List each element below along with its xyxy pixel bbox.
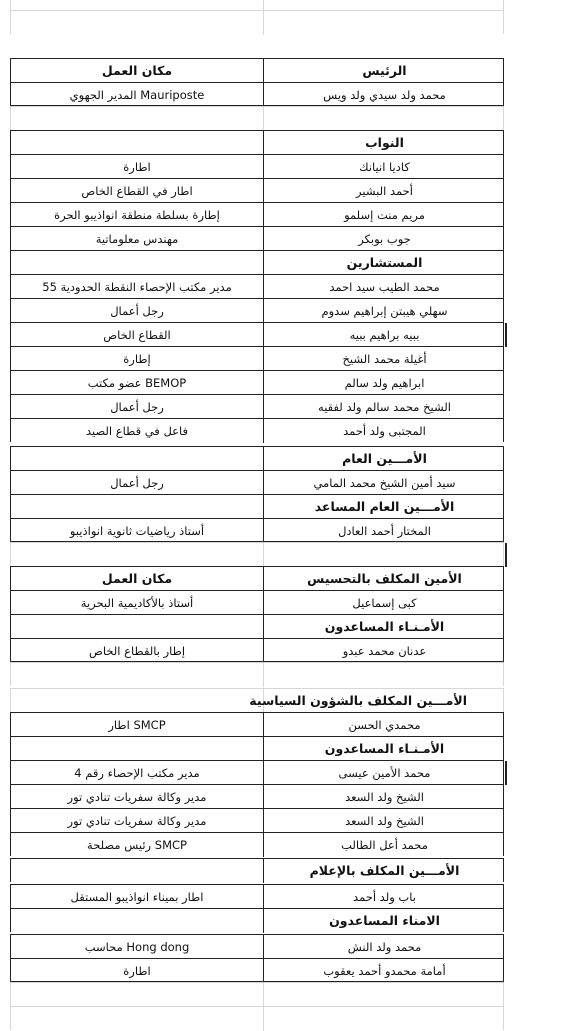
table-row bbox=[10, 760, 504, 784]
table-row bbox=[10, 298, 504, 322]
name-cell: المجتبى ولد أحمد bbox=[263, 419, 505, 443]
name-cell: أمامة محمدو أحمد يعقوب bbox=[263, 959, 505, 983]
workplace-cell: إطار بالقطاع الخاص bbox=[88, 644, 186, 658]
name-cell: الشيخ محمد سالم ولد لفقيه bbox=[263, 395, 505, 419]
assistant-secretaries-title: الأمـنـاء المساعدون bbox=[263, 615, 505, 639]
empty-grid-row bbox=[10, 0, 504, 10]
section-title-row bbox=[10, 736, 504, 760]
table-row bbox=[10, 178, 504, 202]
section-title-row bbox=[10, 130, 504, 154]
assistant-secretaries-title: الأمـنـاء المساعدون bbox=[263, 737, 505, 761]
name-cell: كبى إسماعيل bbox=[263, 591, 505, 615]
workplace-cell: القطاع الخاص bbox=[103, 328, 171, 342]
workplace-cell: أستاذ رياضيات ثانوية انواذيبو bbox=[69, 524, 205, 538]
table-row bbox=[10, 370, 504, 394]
workplace-header: مكان العمل bbox=[101, 571, 173, 586]
table-row bbox=[10, 274, 504, 298]
empty-grid-row bbox=[10, 542, 504, 566]
empty-grid-row bbox=[10, 982, 504, 1006]
table-row bbox=[10, 226, 504, 250]
section-title-row bbox=[10, 688, 504, 712]
media-secretary-title: الأمـــين المكلف بالإعلام bbox=[263, 859, 505, 883]
table-row bbox=[10, 322, 504, 346]
name-cell: الشيخ ولد السعد bbox=[263, 785, 505, 809]
workplace-cell: أستاذ بالأكاديمية البحرية bbox=[80, 596, 194, 610]
table-row bbox=[10, 418, 504, 442]
name-cell: محمد الأمين عيسى bbox=[263, 761, 505, 785]
name-cell: محمد أعل الطالب bbox=[263, 833, 505, 857]
cell-edge-mark bbox=[505, 323, 507, 347]
section-title-row bbox=[10, 858, 504, 882]
name-cell: محمد الطيب سيد احمد bbox=[263, 275, 505, 299]
table-header-row bbox=[10, 58, 504, 82]
workplace-cell: مدير وكالة سفريات تنادي تور bbox=[67, 790, 207, 804]
workplace-cell: Hong dong محاسب bbox=[84, 940, 190, 954]
name-cell: مريم منت إسلمو bbox=[263, 203, 505, 227]
workplace-cell: Mauriposte المدير الجهوي bbox=[69, 88, 205, 102]
workplace-cell: إطارة بسلطة منطقة انواذيبو الحرة bbox=[54, 208, 220, 222]
table-row bbox=[10, 346, 504, 370]
cell-edge-mark bbox=[505, 761, 507, 785]
political-secretary-title: الأمـــين المكلف بالشؤون السياسية bbox=[249, 693, 467, 708]
workplace-cell: فاعل في قطاع الصيد bbox=[85, 424, 189, 438]
workplace-cell: SMCP رئيس مصلحة bbox=[87, 838, 187, 852]
name-cell: كاديا انيانك bbox=[263, 155, 505, 179]
table-row bbox=[10, 832, 504, 856]
section-title-row bbox=[10, 446, 504, 470]
president-header: الرئيس bbox=[263, 59, 505, 83]
empty-grid-row bbox=[10, 106, 504, 130]
section-title-row bbox=[10, 908, 504, 932]
workplace-cell: مدير مكتب الإحصاء النقطة الحدودية 55 bbox=[42, 280, 232, 294]
name-cell: عدنان محمد عبدو bbox=[263, 639, 505, 663]
workplace-cell: اطارة bbox=[123, 160, 151, 174]
workplace-cell: SMCP اطار bbox=[108, 718, 166, 732]
table-row bbox=[10, 470, 504, 494]
workplace-cell: مدير مكتب الإحصاء رقم 4 bbox=[74, 766, 200, 780]
name-cell: باب ولد أحمد bbox=[263, 885, 505, 909]
name-cell: سيد أمين الشيخ محمد المامي bbox=[263, 471, 505, 495]
table-row bbox=[10, 202, 504, 226]
table-row bbox=[10, 154, 504, 178]
name-cell: جوب بوبكر bbox=[263, 227, 505, 251]
awareness-secretary-header: الأمين المكلف بالتحسيس bbox=[263, 567, 505, 591]
empty-grid-row bbox=[10, 662, 504, 686]
name-cell: محمد ولد سيدي ولد ويس bbox=[263, 83, 505, 107]
section-title-row bbox=[10, 494, 504, 518]
table-row bbox=[10, 784, 504, 808]
name-cell: محمدي الحسن bbox=[263, 713, 505, 737]
workplace-cell: رجل أعمال bbox=[110, 304, 164, 318]
name-cell: ابراهيم ولد سالم bbox=[263, 371, 505, 395]
table-row bbox=[10, 712, 504, 736]
empty-grid-row bbox=[10, 10, 504, 34]
cell-edge-mark bbox=[505, 543, 507, 567]
table-row bbox=[10, 958, 504, 982]
table-row bbox=[10, 638, 504, 662]
name-cell: سهلي هيبتن إبراهيم سدوم bbox=[263, 299, 505, 323]
name-cell: المختار أحمد العادل bbox=[263, 519, 505, 543]
name-cell: محمد ولد النش bbox=[263, 935, 505, 959]
workplace-cell: رجل أعمال bbox=[110, 476, 164, 490]
name-cell: ببيه براهيم ببيه bbox=[263, 323, 505, 347]
name-cell: الشيخ ولد السعد bbox=[263, 809, 505, 833]
empty-grid-row bbox=[10, 1006, 504, 1030]
workplace-cell: BEMOP عضو مكتب bbox=[87, 376, 187, 390]
table-row bbox=[10, 82, 504, 106]
table-row bbox=[10, 394, 504, 418]
workplace-cell: رجل أعمال bbox=[110, 400, 164, 414]
workplace-cell: إطارة bbox=[123, 352, 151, 366]
assistant-secretaries-title: الامناء المساعدون bbox=[263, 909, 505, 933]
workplace-header: مكان العمل bbox=[101, 63, 173, 78]
table-row bbox=[10, 590, 504, 614]
secretary-general-title: الأمـــين العام bbox=[263, 447, 505, 471]
table-row bbox=[10, 518, 504, 542]
workplace-cell: مهندس معلوماتية bbox=[95, 232, 179, 246]
deputies-title: النواب bbox=[263, 131, 505, 155]
workplace-cell: اطار في القطاع الخاص bbox=[81, 184, 193, 198]
table-row bbox=[10, 808, 504, 832]
name-cell: أحمد البشير bbox=[263, 179, 505, 203]
workplace-cell: مدير وكالة سفريات تنادي تور bbox=[67, 814, 207, 828]
table-row bbox=[10, 934, 504, 958]
section-title-row bbox=[10, 250, 504, 274]
section-title-row bbox=[10, 614, 504, 638]
workplace-cell: اطار بميناء انواذيبو المستقل bbox=[70, 890, 204, 904]
assistant-sg-title: الأمـــين العام المساعد bbox=[263, 495, 505, 519]
name-cell: أغيلة محمد الشيخ bbox=[263, 347, 505, 371]
table-header-row bbox=[10, 566, 504, 590]
table-row bbox=[10, 884, 504, 908]
workplace-cell: اطارة bbox=[123, 964, 151, 978]
advisors-title: المستشارين bbox=[263, 251, 505, 275]
